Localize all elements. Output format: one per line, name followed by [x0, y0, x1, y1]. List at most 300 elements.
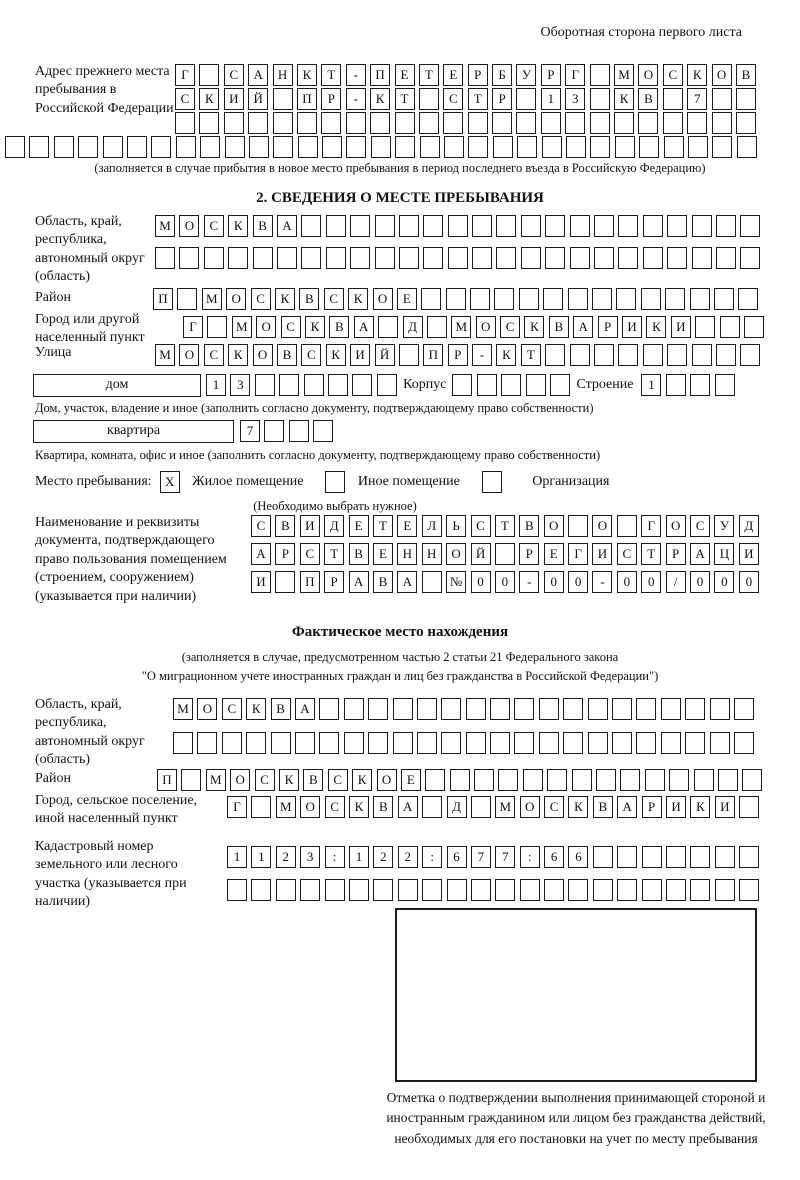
- char-cell[interactable]: В: [277, 344, 297, 366]
- char-cell[interactable]: О: [476, 316, 496, 338]
- char-cell[interactable]: [636, 732, 656, 754]
- char-cell[interactable]: О: [256, 316, 276, 338]
- char-cell[interactable]: /: [666, 571, 686, 593]
- char-cell[interactable]: [420, 136, 440, 158]
- char-cell[interactable]: [417, 732, 437, 754]
- char-cell[interactable]: [441, 732, 461, 754]
- char-cell[interactable]: [255, 374, 275, 396]
- char-cell[interactable]: [615, 136, 635, 158]
- char-cell[interactable]: Т: [495, 515, 515, 537]
- char-cell[interactable]: [736, 88, 756, 110]
- char-cell[interactable]: [448, 247, 468, 269]
- char-cell[interactable]: -: [346, 88, 366, 110]
- char-cell[interactable]: [200, 136, 220, 158]
- char-cell[interactable]: Е: [395, 64, 415, 86]
- char-cell[interactable]: [690, 846, 710, 868]
- char-cell[interactable]: [739, 796, 759, 818]
- char-cell[interactable]: [273, 88, 293, 110]
- char-cell[interactable]: Т: [324, 543, 344, 565]
- char-cell[interactable]: У: [714, 515, 734, 537]
- char-cell[interactable]: [594, 215, 614, 237]
- char-cell[interactable]: [207, 316, 227, 338]
- char-cell[interactable]: И: [300, 515, 320, 537]
- char-cell[interactable]: И: [666, 796, 686, 818]
- char-cell[interactable]: [470, 288, 490, 310]
- char-cell[interactable]: [563, 698, 583, 720]
- char-cell[interactable]: Т: [321, 64, 341, 86]
- char-cell[interactable]: М: [495, 796, 515, 818]
- char-cell[interactable]: П: [153, 288, 173, 310]
- char-cell[interactable]: [519, 288, 539, 310]
- char-cell[interactable]: О: [592, 515, 612, 537]
- char-cell[interactable]: [421, 288, 441, 310]
- char-cell[interactable]: [544, 879, 564, 901]
- char-cell[interactable]: О: [712, 64, 732, 86]
- char-cell[interactable]: Ц: [714, 543, 734, 565]
- char-cell[interactable]: [517, 136, 537, 158]
- char-cell[interactable]: 6: [447, 846, 467, 868]
- char-cell[interactable]: [643, 247, 663, 269]
- char-cell[interactable]: -: [346, 64, 366, 86]
- char-cell[interactable]: [545, 215, 565, 237]
- char-cell[interactable]: [371, 136, 391, 158]
- char-cell[interactable]: И: [671, 316, 691, 338]
- char-cell[interactable]: Д: [403, 316, 423, 338]
- char-cell[interactable]: [326, 247, 346, 269]
- char-cell[interactable]: 0: [739, 571, 759, 593]
- char-cell[interactable]: М: [614, 64, 634, 86]
- char-cell[interactable]: В: [299, 288, 319, 310]
- char-cell[interactable]: Д: [739, 515, 759, 537]
- char-cell[interactable]: [685, 698, 705, 720]
- char-cell[interactable]: А: [349, 571, 369, 593]
- char-cell[interactable]: 0: [544, 571, 564, 593]
- char-cell[interactable]: [568, 288, 588, 310]
- char-cell[interactable]: [494, 288, 514, 310]
- char-cell[interactable]: П: [370, 64, 390, 86]
- char-cell[interactable]: Р: [468, 64, 488, 86]
- apartment-type-box[interactable]: квартира: [33, 420, 234, 443]
- char-cell[interactable]: И: [251, 571, 271, 593]
- char-cell[interactable]: [620, 769, 640, 791]
- char-cell[interactable]: С: [251, 515, 271, 537]
- char-cell[interactable]: К: [349, 796, 369, 818]
- char-cell[interactable]: [539, 732, 559, 754]
- char-cell[interactable]: 2: [276, 846, 296, 868]
- char-cell[interactable]: [155, 247, 175, 269]
- char-cell[interactable]: М: [232, 316, 252, 338]
- char-cell[interactable]: -: [519, 571, 539, 593]
- char-cell[interactable]: П: [300, 571, 320, 593]
- char-cell[interactable]: [471, 879, 491, 901]
- char-cell[interactable]: [526, 374, 546, 396]
- char-cell[interactable]: [738, 288, 758, 310]
- char-cell[interactable]: О: [544, 515, 564, 537]
- char-cell[interactable]: П: [157, 769, 177, 791]
- char-cell[interactable]: [471, 796, 491, 818]
- char-cell[interactable]: Н: [273, 64, 293, 86]
- char-cell[interactable]: [346, 112, 366, 134]
- checkbox-other-premises[interactable]: [325, 471, 345, 493]
- char-cell[interactable]: Р: [519, 543, 539, 565]
- char-cell[interactable]: 6: [568, 846, 588, 868]
- char-cell[interactable]: [694, 769, 714, 791]
- char-cell[interactable]: [642, 846, 662, 868]
- char-cell[interactable]: Р: [448, 344, 468, 366]
- char-cell[interactable]: [718, 769, 738, 791]
- char-cell[interactable]: [326, 215, 346, 237]
- char-cell[interactable]: С: [443, 88, 463, 110]
- char-cell[interactable]: [251, 796, 271, 818]
- char-cell[interactable]: [275, 571, 295, 593]
- char-cell[interactable]: 3: [230, 374, 250, 396]
- char-cell[interactable]: Л: [422, 515, 442, 537]
- char-cell[interactable]: [466, 732, 486, 754]
- char-cell[interactable]: И: [739, 543, 759, 565]
- char-cell[interactable]: К: [646, 316, 666, 338]
- char-cell[interactable]: К: [614, 88, 634, 110]
- char-cell[interactable]: И: [715, 796, 735, 818]
- char-cell[interactable]: О: [253, 344, 273, 366]
- char-cell[interactable]: [352, 374, 372, 396]
- char-cell[interactable]: В: [549, 316, 569, 338]
- char-cell[interactable]: [739, 846, 759, 868]
- char-cell[interactable]: О: [520, 796, 540, 818]
- char-cell[interactable]: Р: [642, 796, 662, 818]
- char-cell[interactable]: [516, 88, 536, 110]
- char-cell[interactable]: К: [275, 288, 295, 310]
- char-cell[interactable]: К: [199, 88, 219, 110]
- char-cell[interactable]: [227, 879, 247, 901]
- char-cell[interactable]: [395, 136, 415, 158]
- char-cell[interactable]: О: [666, 515, 686, 537]
- char-cell[interactable]: :: [325, 846, 345, 868]
- char-cell[interactable]: А: [617, 796, 637, 818]
- char-cell[interactable]: Б: [492, 64, 512, 86]
- char-cell[interactable]: [712, 112, 732, 134]
- char-cell[interactable]: [617, 515, 637, 537]
- char-cell[interactable]: А: [354, 316, 374, 338]
- char-cell[interactable]: [612, 698, 632, 720]
- char-cell[interactable]: [739, 879, 759, 901]
- char-cell[interactable]: [375, 215, 395, 237]
- char-cell[interactable]: [685, 732, 705, 754]
- char-cell[interactable]: [422, 796, 442, 818]
- char-cell[interactable]: [594, 247, 614, 269]
- char-cell[interactable]: [419, 88, 439, 110]
- char-cell[interactable]: О: [373, 288, 393, 310]
- char-cell[interactable]: М: [451, 316, 471, 338]
- char-cell[interactable]: [344, 732, 364, 754]
- char-cell[interactable]: [596, 769, 616, 791]
- char-cell[interactable]: :: [520, 846, 540, 868]
- char-cell[interactable]: [643, 215, 663, 237]
- char-cell[interactable]: [734, 698, 754, 720]
- char-cell[interactable]: [29, 136, 49, 158]
- char-cell[interactable]: К: [568, 796, 588, 818]
- char-cell[interactable]: [173, 732, 193, 754]
- char-cell[interactable]: [590, 136, 610, 158]
- char-cell[interactable]: Й: [248, 88, 268, 110]
- char-cell[interactable]: 1: [251, 846, 271, 868]
- char-cell[interactable]: [614, 112, 634, 134]
- char-cell[interactable]: [618, 215, 638, 237]
- char-cell[interactable]: С: [224, 64, 244, 86]
- char-cell[interactable]: Е: [544, 543, 564, 565]
- char-cell[interactable]: [542, 136, 562, 158]
- char-cell[interactable]: 2: [373, 846, 393, 868]
- char-cell[interactable]: И: [622, 316, 642, 338]
- char-cell[interactable]: [545, 344, 565, 366]
- char-cell[interactable]: И: [350, 344, 370, 366]
- char-cell[interactable]: [669, 769, 689, 791]
- char-cell[interactable]: [468, 112, 488, 134]
- char-cell[interactable]: :: [422, 846, 442, 868]
- char-cell[interactable]: [665, 288, 685, 310]
- char-cell[interactable]: [248, 112, 268, 134]
- char-cell[interactable]: [663, 88, 683, 110]
- char-cell[interactable]: [325, 879, 345, 901]
- char-cell[interactable]: [661, 698, 681, 720]
- char-cell[interactable]: М: [155, 344, 175, 366]
- char-cell[interactable]: 1: [349, 846, 369, 868]
- char-cell[interactable]: [636, 698, 656, 720]
- char-cell[interactable]: 1: [206, 374, 226, 396]
- char-cell[interactable]: В: [593, 796, 613, 818]
- char-cell[interactable]: К: [246, 698, 266, 720]
- char-cell[interactable]: [690, 374, 710, 396]
- char-cell[interactable]: [712, 136, 732, 158]
- char-cell[interactable]: К: [690, 796, 710, 818]
- char-cell[interactable]: [592, 288, 612, 310]
- char-cell[interactable]: [54, 136, 74, 158]
- char-cell[interactable]: [264, 420, 284, 442]
- char-cell[interactable]: [712, 88, 732, 110]
- char-cell[interactable]: [297, 112, 317, 134]
- char-cell[interactable]: [199, 64, 219, 86]
- char-cell[interactable]: [692, 247, 712, 269]
- char-cell[interactable]: -: [592, 571, 612, 593]
- char-cell[interactable]: В: [329, 316, 349, 338]
- char-cell[interactable]: [690, 879, 710, 901]
- char-cell[interactable]: Р: [321, 88, 341, 110]
- char-cell[interactable]: [590, 112, 610, 134]
- char-cell[interactable]: [643, 344, 663, 366]
- char-cell[interactable]: [103, 136, 123, 158]
- char-cell[interactable]: [734, 732, 754, 754]
- char-cell[interactable]: [666, 846, 686, 868]
- char-cell[interactable]: 7: [495, 846, 515, 868]
- char-cell[interactable]: [443, 112, 463, 134]
- char-cell[interactable]: [539, 698, 559, 720]
- char-cell[interactable]: К: [279, 769, 299, 791]
- char-cell[interactable]: [645, 769, 665, 791]
- char-cell[interactable]: [495, 543, 515, 565]
- char-cell[interactable]: [427, 316, 447, 338]
- char-cell[interactable]: К: [496, 344, 516, 366]
- char-cell[interactable]: [572, 769, 592, 791]
- char-cell[interactable]: [279, 374, 299, 396]
- char-cell[interactable]: [273, 136, 293, 158]
- char-cell[interactable]: [740, 215, 760, 237]
- char-cell[interactable]: Р: [492, 88, 512, 110]
- char-cell[interactable]: [417, 698, 437, 720]
- char-cell[interactable]: [594, 344, 614, 366]
- char-cell[interactable]: К: [297, 64, 317, 86]
- char-cell[interactable]: [543, 288, 563, 310]
- char-cell[interactable]: К: [305, 316, 325, 338]
- char-cell[interactable]: [246, 732, 266, 754]
- char-cell[interactable]: [740, 344, 760, 366]
- char-cell[interactable]: [399, 247, 419, 269]
- char-cell[interactable]: О: [179, 215, 199, 237]
- char-cell[interactable]: [313, 420, 333, 442]
- char-cell[interactable]: [541, 112, 561, 134]
- char-cell[interactable]: [422, 571, 442, 593]
- char-cell[interactable]: [301, 247, 321, 269]
- char-cell[interactable]: [222, 732, 242, 754]
- char-cell[interactable]: [490, 698, 510, 720]
- char-cell[interactable]: [474, 769, 494, 791]
- char-cell[interactable]: Т: [641, 543, 661, 565]
- char-cell[interactable]: [498, 769, 518, 791]
- char-cell[interactable]: Р: [275, 543, 295, 565]
- char-cell[interactable]: [176, 136, 196, 158]
- char-cell[interactable]: 0: [714, 571, 734, 593]
- char-cell[interactable]: [744, 316, 764, 338]
- char-cell[interactable]: 3: [565, 88, 585, 110]
- char-cell[interactable]: Т: [468, 88, 488, 110]
- char-cell[interactable]: Е: [397, 515, 417, 537]
- char-cell[interactable]: Р: [598, 316, 618, 338]
- char-cell[interactable]: 1: [641, 374, 661, 396]
- char-cell[interactable]: [319, 732, 339, 754]
- char-cell[interactable]: [375, 247, 395, 269]
- char-cell[interactable]: [228, 247, 248, 269]
- char-cell[interactable]: О: [300, 796, 320, 818]
- char-cell[interactable]: [5, 136, 25, 158]
- char-cell[interactable]: 1: [541, 88, 561, 110]
- char-cell[interactable]: О: [377, 769, 397, 791]
- char-cell[interactable]: Й: [375, 344, 395, 366]
- char-cell[interactable]: [398, 879, 418, 901]
- char-cell[interactable]: [399, 344, 419, 366]
- char-cell[interactable]: [565, 112, 585, 134]
- char-cell[interactable]: [570, 247, 590, 269]
- char-cell[interactable]: [661, 732, 681, 754]
- char-cell[interactable]: 0: [568, 571, 588, 593]
- char-cell[interactable]: К: [524, 316, 544, 338]
- char-cell[interactable]: [639, 136, 659, 158]
- char-cell[interactable]: М: [202, 288, 222, 310]
- char-cell[interactable]: [370, 112, 390, 134]
- char-cell[interactable]: П: [423, 344, 443, 366]
- char-cell[interactable]: [520, 879, 540, 901]
- char-cell[interactable]: К: [228, 344, 248, 366]
- char-cell[interactable]: [514, 698, 534, 720]
- char-cell[interactable]: С: [300, 543, 320, 565]
- char-cell[interactable]: А: [295, 698, 315, 720]
- char-cell[interactable]: [521, 215, 541, 237]
- char-cell[interactable]: В: [736, 64, 756, 86]
- char-cell[interactable]: И: [592, 543, 612, 565]
- char-cell[interactable]: 0: [617, 571, 637, 593]
- char-cell[interactable]: Г: [175, 64, 195, 86]
- char-cell[interactable]: [617, 879, 637, 901]
- char-cell[interactable]: [563, 732, 583, 754]
- char-cell[interactable]: [395, 112, 415, 134]
- char-cell[interactable]: 0: [471, 571, 491, 593]
- char-cell[interactable]: 7: [240, 420, 260, 442]
- char-cell[interactable]: [368, 732, 388, 754]
- char-cell[interactable]: В: [373, 796, 393, 818]
- char-cell[interactable]: [422, 879, 442, 901]
- char-cell[interactable]: [298, 136, 318, 158]
- char-cell[interactable]: Ь: [446, 515, 466, 537]
- char-cell[interactable]: [425, 769, 445, 791]
- char-cell[interactable]: [304, 374, 324, 396]
- char-cell[interactable]: [568, 515, 588, 537]
- char-cell[interactable]: С: [325, 796, 345, 818]
- char-cell[interactable]: [663, 112, 683, 134]
- char-cell[interactable]: С: [281, 316, 301, 338]
- char-cell[interactable]: С: [690, 515, 710, 537]
- char-cell[interactable]: [253, 247, 273, 269]
- char-cell[interactable]: -: [472, 344, 492, 366]
- char-cell[interactable]: [225, 136, 245, 158]
- char-cell[interactable]: [588, 732, 608, 754]
- char-cell[interactable]: [127, 136, 147, 158]
- char-cell[interactable]: [736, 112, 756, 134]
- char-cell[interactable]: [667, 344, 687, 366]
- char-cell[interactable]: С: [251, 288, 271, 310]
- char-cell[interactable]: [516, 112, 536, 134]
- char-cell[interactable]: М: [276, 796, 296, 818]
- char-cell[interactable]: [179, 247, 199, 269]
- char-cell[interactable]: К: [326, 344, 346, 366]
- char-cell[interactable]: Т: [419, 64, 439, 86]
- char-cell[interactable]: [720, 316, 740, 338]
- char-cell[interactable]: С: [204, 344, 224, 366]
- char-cell[interactable]: [690, 288, 710, 310]
- char-cell[interactable]: С: [255, 769, 275, 791]
- char-cell[interactable]: [419, 112, 439, 134]
- char-cell[interactable]: [271, 732, 291, 754]
- char-cell[interactable]: [618, 247, 638, 269]
- char-cell[interactable]: [588, 698, 608, 720]
- char-cell[interactable]: Т: [521, 344, 541, 366]
- char-cell[interactable]: [151, 136, 171, 158]
- char-cell[interactable]: [666, 879, 686, 901]
- char-cell[interactable]: [199, 112, 219, 134]
- char-cell[interactable]: [616, 288, 636, 310]
- char-cell[interactable]: 1: [227, 846, 247, 868]
- char-cell[interactable]: [617, 846, 637, 868]
- char-cell[interactable]: [197, 732, 217, 754]
- char-cell[interactable]: [393, 732, 413, 754]
- char-cell[interactable]: [350, 215, 370, 237]
- char-cell[interactable]: Г: [568, 543, 588, 565]
- char-cell[interactable]: [692, 215, 712, 237]
- char-cell[interactable]: Г: [565, 64, 585, 86]
- char-cell[interactable]: [742, 769, 762, 791]
- char-cell[interactable]: [566, 136, 586, 158]
- char-cell[interactable]: [321, 112, 341, 134]
- checkbox-residential[interactable]: X: [160, 471, 180, 493]
- char-cell[interactable]: [514, 732, 534, 754]
- char-cell[interactable]: [477, 374, 497, 396]
- char-cell[interactable]: [181, 769, 201, 791]
